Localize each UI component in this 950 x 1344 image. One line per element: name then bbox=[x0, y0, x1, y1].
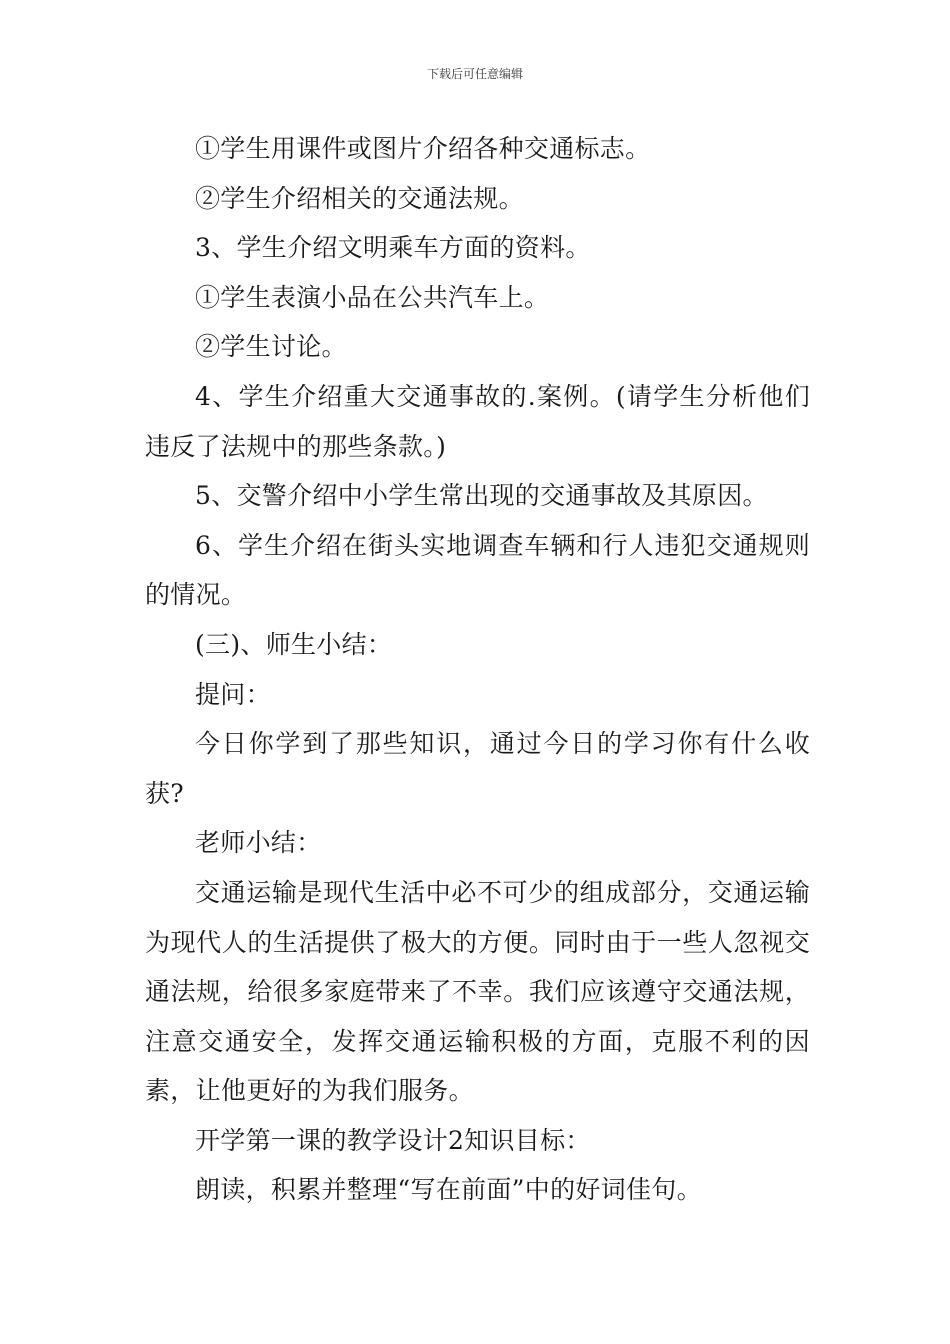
paragraph: ①学生用课件或图片介绍各种交通标志。 bbox=[195, 134, 651, 163]
paragraph: 开学第一课的教学设计2知识目标： bbox=[195, 1125, 591, 1155]
paragraph: 4、学生介绍重大交通事故的.案例。(请学生分析他们违反了法规中的那些条款。) bbox=[145, 381, 810, 461]
paragraph: ②学生介绍相关的交通法规。 bbox=[195, 183, 524, 213]
page-header: 下载后可任意编辑 bbox=[426, 67, 523, 81]
paragraph: ①学生表演小品在公共汽车上。 bbox=[195, 282, 550, 312]
paragraph: 提问： bbox=[195, 679, 271, 709]
paragraph: ②学生讨论。 bbox=[195, 332, 347, 362]
paragraph: 今日你学到了那些知识，通过今日的学习你有什么收获? bbox=[145, 729, 810, 808]
paragraph: 老师小结： bbox=[195, 828, 322, 858]
paragraph: 交通运输是现代生活中必不可少的组成部分，交通运输为现代人的生活提供了极大的方便。同时由于一些人忽视交通法规，给很多家庭带来了不幸。我们应该遵守交通法规，注意交通安全，发挥交通运输积极的方面，克服不利的因素，让他更好的为我们服务。 bbox=[145, 877, 810, 1106]
paragraph: 朗读，积累并整理“写在前面”中的好词佳句。 bbox=[195, 1175, 702, 1205]
paragraph: (三)、师生小结： bbox=[195, 629, 393, 659]
paragraph: 3、学生介绍文明乘车方面的资料。 bbox=[195, 233, 591, 263]
paragraph: 6、学生介绍在街头实地调查车辆和行人违犯交通规则的情况。 bbox=[145, 530, 810, 610]
paragraph: 5、交警介绍中小学生常出现的交通事故及其原因。 bbox=[195, 481, 768, 511]
document-body bbox=[145, 124, 810, 1215]
